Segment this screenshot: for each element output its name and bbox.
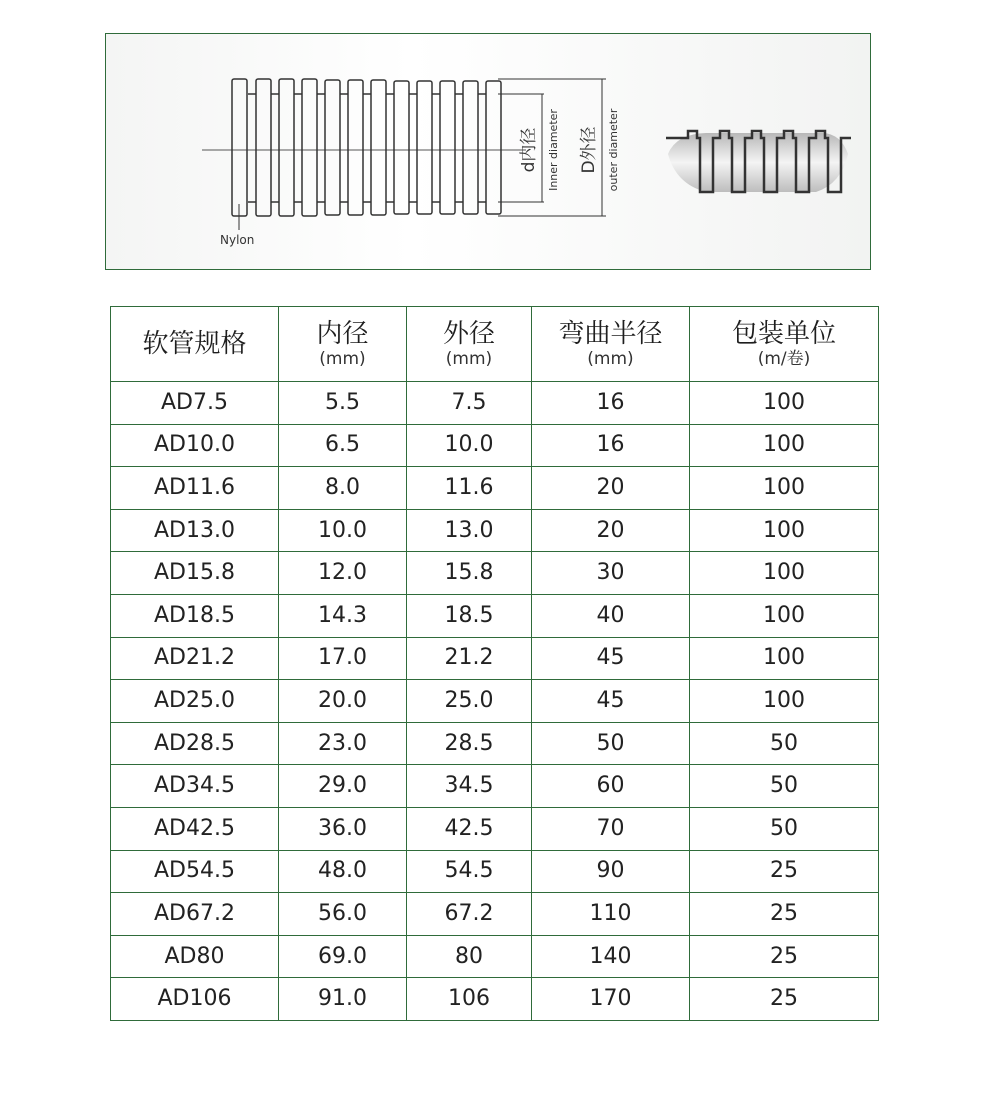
table-cell: 100	[690, 637, 879, 680]
table-cell: 6.5	[279, 424, 407, 467]
table-cell: 25	[690, 978, 879, 1021]
hose-rib	[348, 80, 363, 215]
table-cell: AD21.2	[111, 637, 279, 680]
table-row	[111, 382, 879, 425]
table-cell: AD11.6	[111, 467, 279, 510]
table-cell: 50	[690, 722, 879, 765]
table-cell: AD28.5	[111, 722, 279, 765]
table-cell: AD67.2	[111, 893, 279, 936]
table-cell: 14.3	[279, 594, 407, 637]
table-row	[111, 893, 879, 936]
table-cell: 18.5	[407, 594, 532, 637]
table-row	[111, 765, 879, 808]
table-cell: 60	[532, 765, 690, 808]
table-row	[111, 850, 879, 893]
table-cell: AD106	[111, 978, 279, 1021]
header-unit: (m/卷)	[757, 349, 811, 369]
hose-rib	[279, 79, 294, 216]
hose-ribs	[232, 79, 501, 216]
table-cell: 67.2	[407, 893, 532, 936]
table-cell: AD13.0	[111, 509, 279, 552]
table-cell: 34.5	[407, 765, 532, 808]
table-cell: 7.5	[407, 382, 532, 425]
table-row	[111, 978, 879, 1021]
header-outer-diameter	[407, 307, 532, 382]
table-cell: 25	[690, 893, 879, 936]
table-cell: 80	[407, 935, 532, 978]
table-row	[111, 935, 879, 978]
table-cell: 10.0	[279, 509, 407, 552]
header-package-unit	[690, 307, 879, 382]
hose-rib	[463, 81, 478, 214]
inner-diameter-label-en: Inner diameter	[547, 109, 560, 191]
nylon-label: Nylon	[220, 233, 255, 247]
table-cell: 48.0	[279, 850, 407, 893]
hose-rib	[232, 79, 247, 216]
table-cell: 56.0	[279, 893, 407, 936]
table-header-row	[111, 307, 879, 382]
table-cell: 15.8	[407, 552, 532, 595]
header-spec	[111, 307, 279, 382]
cross-section-detail	[666, 131, 851, 192]
table-cell: 16	[532, 424, 690, 467]
table-row	[111, 424, 879, 467]
table-cell: 70	[532, 807, 690, 850]
table-cell: 91.0	[279, 978, 407, 1021]
header-unit: (mm)	[319, 349, 366, 369]
hose-rib	[417, 81, 432, 214]
table-cell: AD10.0	[111, 424, 279, 467]
table-cell: 50	[532, 722, 690, 765]
hose-rib	[256, 79, 271, 216]
header-label: 软管规格	[142, 329, 247, 359]
table-cell: AD42.5	[111, 807, 279, 850]
hose-rib	[371, 80, 386, 215]
table-cell: 25	[690, 850, 879, 893]
table-cell: 106	[407, 978, 532, 1021]
header-label: 内径	[316, 319, 369, 349]
table-cell: 21.2	[407, 637, 532, 680]
table-cell: 90	[532, 850, 690, 893]
hose-rib	[486, 81, 501, 214]
table-cell: 25.0	[407, 680, 532, 723]
table-cell: 12.0	[279, 552, 407, 595]
table-row	[111, 509, 879, 552]
table-cell: AD80	[111, 935, 279, 978]
table-cell: 20	[532, 467, 690, 510]
table-cell: 170	[532, 978, 690, 1021]
table-cell: 45	[532, 637, 690, 680]
table-row	[111, 680, 879, 723]
table-cell: 50	[690, 807, 879, 850]
table-cell: 110	[532, 893, 690, 936]
table-cell: 25	[690, 935, 879, 978]
header-inner-diameter	[279, 307, 407, 382]
table-cell: 100	[690, 509, 879, 552]
table-row	[111, 637, 879, 680]
hose-rib	[394, 81, 409, 214]
table-cell: 16	[532, 382, 690, 425]
table-cell: 10.0	[407, 424, 532, 467]
table-body	[111, 382, 879, 1021]
table-row	[111, 807, 879, 850]
hose-rib	[302, 79, 317, 216]
table-cell: 29.0	[279, 765, 407, 808]
table-cell: 20	[532, 509, 690, 552]
table-row	[111, 552, 879, 595]
table-row	[111, 594, 879, 637]
table-cell: 50	[690, 765, 879, 808]
table-cell: 17.0	[279, 637, 407, 680]
inner-diameter-label-cn: d内径	[519, 127, 539, 173]
hose-rib	[440, 81, 455, 214]
header-label: 外径	[442, 319, 495, 349]
outer-diameter-label-en: outer diameter	[607, 108, 620, 192]
table-row	[111, 467, 879, 510]
table-cell: 100	[690, 424, 879, 467]
header-label: 弯曲半径	[558, 319, 663, 349]
corrugated-hose-diagram	[106, 34, 872, 271]
table-cell: 100	[690, 680, 879, 723]
table-cell: AD18.5	[111, 594, 279, 637]
table-cell: 8.0	[279, 467, 407, 510]
table-cell: 11.6	[407, 467, 532, 510]
table-cell: 28.5	[407, 722, 532, 765]
header-bend-radius	[532, 307, 690, 382]
table-cell: 13.0	[407, 509, 532, 552]
header-unit: (mm)	[587, 349, 634, 369]
table-cell: AD54.5	[111, 850, 279, 893]
table-cell: 100	[690, 594, 879, 637]
table-cell: AD25.0	[111, 680, 279, 723]
table-cell: 30	[532, 552, 690, 595]
table-cell: 20.0	[279, 680, 407, 723]
spec-table	[110, 306, 879, 1021]
table-cell: 100	[690, 552, 879, 595]
table-cell: 69.0	[279, 935, 407, 978]
table-row	[111, 722, 879, 765]
table-cell: 36.0	[279, 807, 407, 850]
hose-rib	[325, 80, 340, 215]
table-cell: AD15.8	[111, 552, 279, 595]
header-label: 包装单位	[731, 319, 836, 349]
table-cell: 40	[532, 594, 690, 637]
table-cell: 100	[690, 467, 879, 510]
hose-diagram-panel	[105, 33, 871, 270]
table-cell: 23.0	[279, 722, 407, 765]
table-cell: 140	[532, 935, 690, 978]
table-cell: 100	[690, 382, 879, 425]
table-cell: 5.5	[279, 382, 407, 425]
table-cell: 42.5	[407, 807, 532, 850]
outer-diameter-label-cn: D外径	[579, 126, 599, 174]
table-cell: 54.5	[407, 850, 532, 893]
table-cell: AD7.5	[111, 382, 279, 425]
table-cell: 45	[532, 680, 690, 723]
table-cell: AD34.5	[111, 765, 279, 808]
header-unit: (mm)	[445, 349, 493, 369]
